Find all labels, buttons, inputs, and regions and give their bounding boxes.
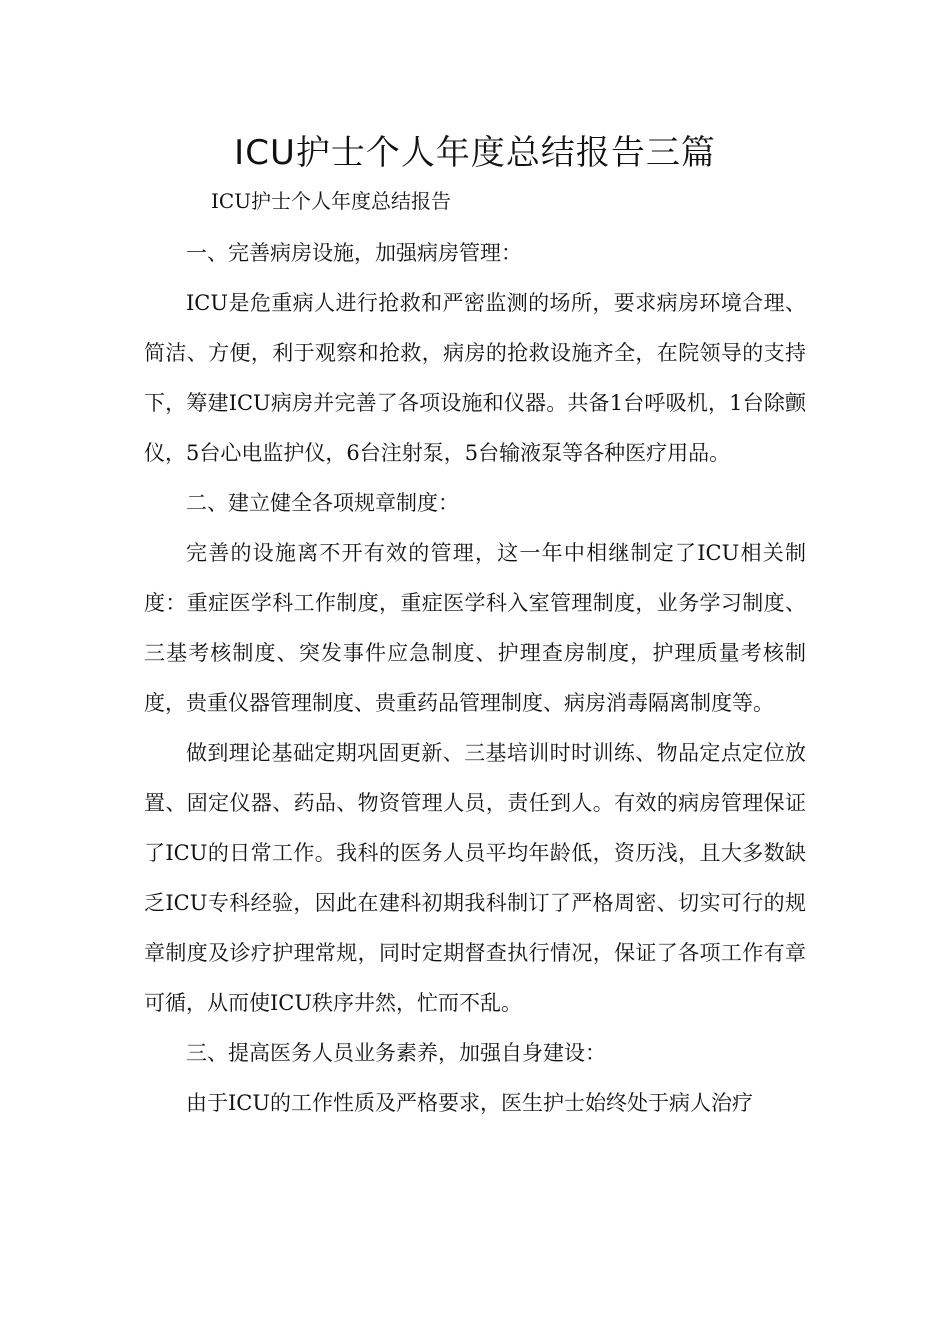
paragraph-4: 由于ICU的工作性质及严格要求，医生护士始终处于病人治疗 (186, 1091, 754, 1115)
document-title: ICU护士个人年度总结报告三篇 (234, 133, 716, 173)
section-heading-1: 一、完善病房设施，加强病房管理： (186, 241, 522, 265)
document-subtitle: ICU护士个人年度总结报告 (211, 189, 452, 213)
paragraph-3: 做到理论基础定期巩固更新、三基培训时时训练、物品定点定位放置、固定仪器、药品、物资管理人员，责任到人。有效的病房管理保证了ICU的日常工作。我科的医务人员平均年龄低，资历浅，且大多数缺乏ICU专科经验，因此在建科初期我科制订了严格周密、切实可行的规章制度及诊疗护理常规，同时定期督查执行情况，保证了各项工作有章可循，从而使ICU秩序井然，忙而不乱。 (144, 741, 806, 1015)
document-body (144, 228, 806, 1128)
section-heading-2: 二、建立健全各项规章制度： (186, 491, 459, 515)
paragraph-1: ICU是危重病人进行抢救和严密监测的场所，要求病房环境合理、简洁、方便，利于观察和抢救，病房的抢救设施齐全，在院领导的支持下，筹建ICU病房并完善了各项设施和仪器。共备1台呼吸机，1台除颤仪，5台心电监护仪，6台注射泵，5台输液泵等各种医疗用品。 (144, 291, 806, 465)
paragraph-2: 完善的设施离不开有效的管理，这一年中相继制定了ICU相关制度：重症医学科工作制度，重症医学科入室管理制度，业务学习制度、三基考核制度、突发事件应急制度、护理查房制度，护理质量考核制度，贵重仪器管理制度、贵重药品管理制度、病房消毒隔离制度等。 (144, 541, 806, 715)
section-heading-3: 三、提高医务人员业务素养，加强自身建设： (186, 1041, 606, 1065)
